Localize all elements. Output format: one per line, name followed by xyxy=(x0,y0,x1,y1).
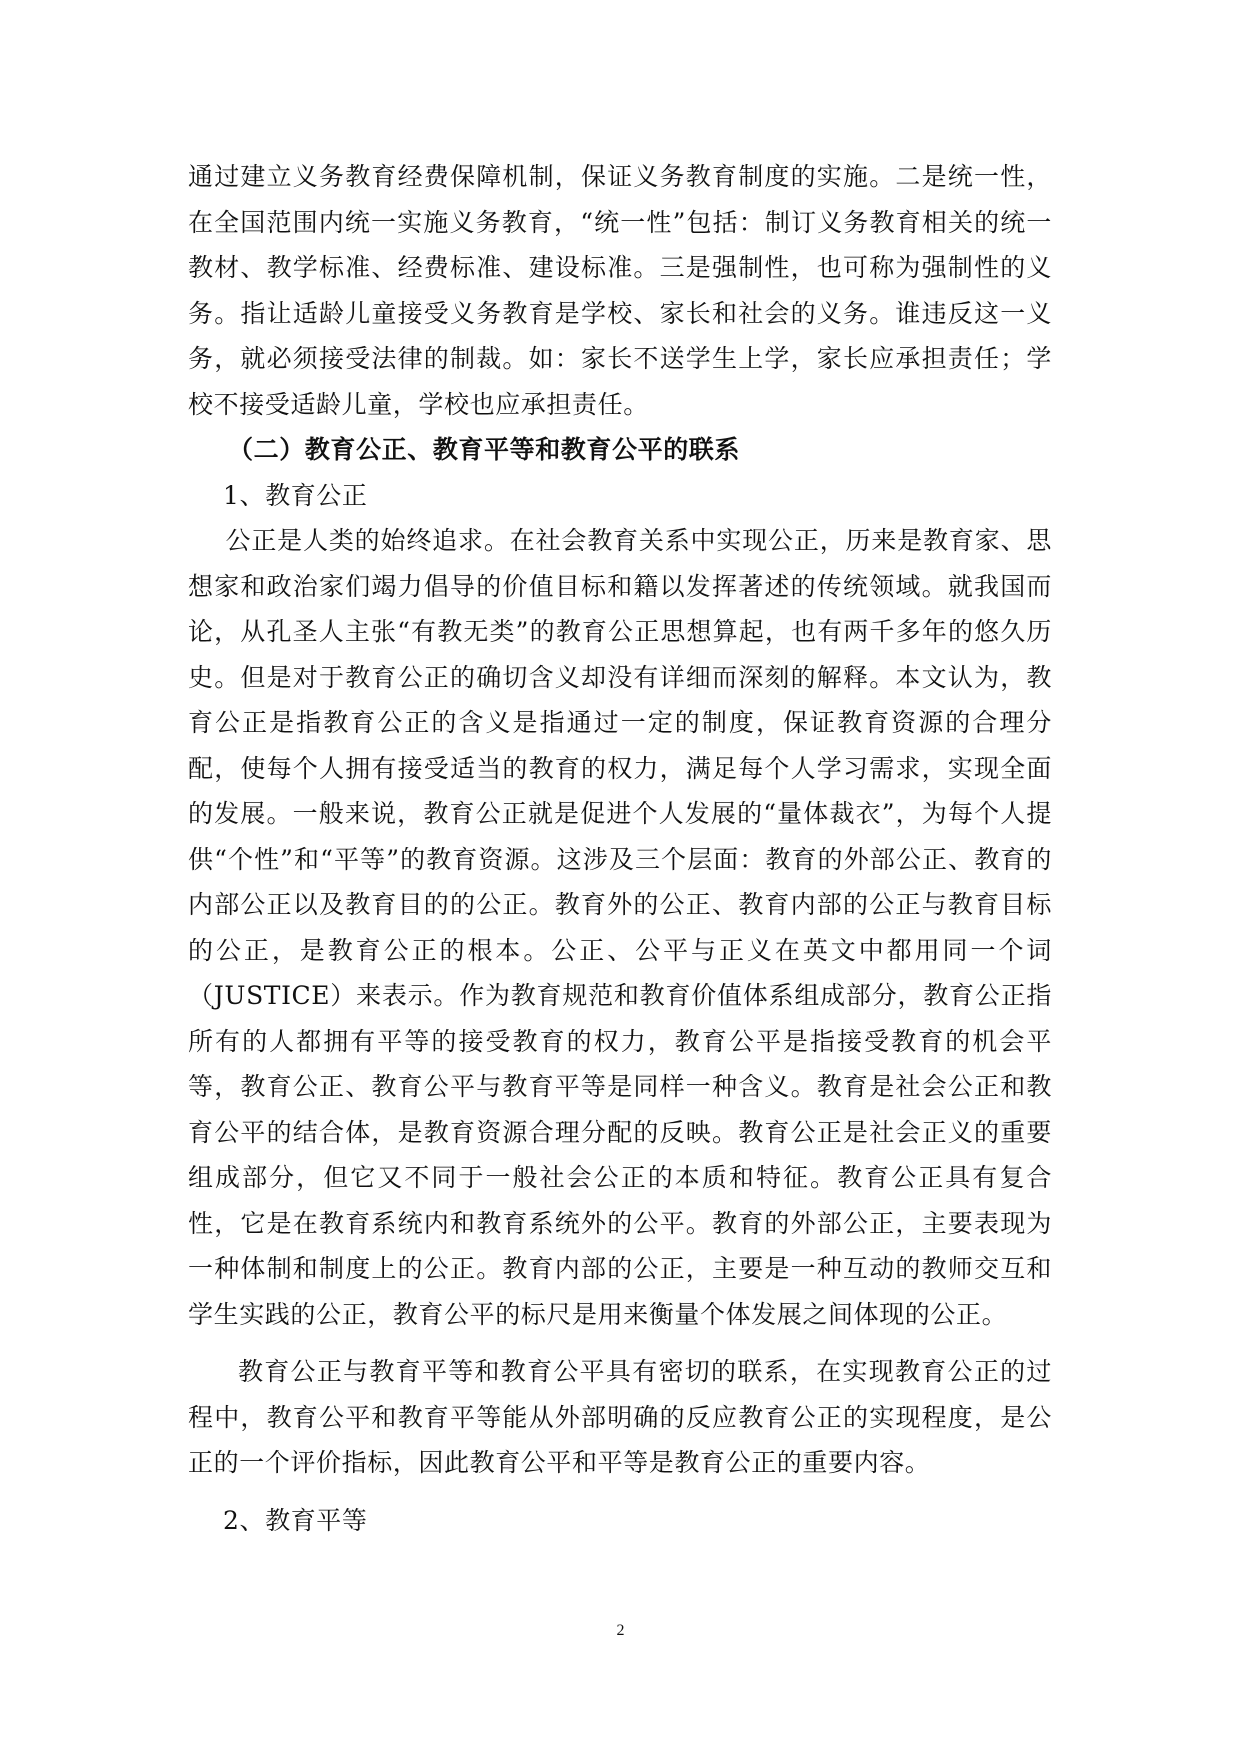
subheading-education-equality: 2、教育平等 xyxy=(223,1505,368,1535)
page-content xyxy=(188,154,1052,1543)
page-number: 2 xyxy=(616,1622,625,1639)
paragraph-continued: 通过建立义务教育经费保障机制，保证义务教育制度的实施。二是统一性，在全国范围内统一实施义务教育，“统一性”包括：制订义务教育相关的统一教材、教学标准、经费标准、建设标准。三是强制性，也可称为强制性的义务。指让适龄儿童接受义务教育是学校、家长和社会的义务。谁违反这一义务，就必须接受法律的制裁。如：家长不送学生上学，家长应承担责任；学校不接受适龄儿童，学校也应承担责任。 xyxy=(188,162,1052,419)
section-heading: （二）教育公正、教育平等和教育公平的联系 xyxy=(228,435,741,464)
subheading-education-justice: 1、教育公正 xyxy=(223,480,368,510)
paragraph-education-justice: 公正是人类的始终追求。在社会教育关系中实现公正，历来是教育家、思想家和政治家们竭力倡导的价值目标和籍以发挥著述的传统领域。就我国而论，从孔圣人主张“有教无类”的教育公正思想算起，也有两千多年的悠久历史。但是对于教育公正的确切含义却没有详细而深刻的解释。本文认为，教育公正是指教育公正的含义是指通过一定的制度，保证教育资源的合理分配，使每个人拥有接受适当的教育的权力，满足每个人学习需求，实现全面的发展。一般来说，教育公正就是促进个人发展的“量体裁衣”，为每个人提供“个性”和“平等”的教育资源。这涉及三个层面：教育的外部公正、教育的内部公正以及教育目的的公正。教育外的公正、教育内部的公正与教育目标的公正，是教育公正的根本。公正、公平与正义在英文中都用同一个词（JUSTICE）来表示。作为教育规范和教育价值体系组成部分，教育公正指所有的人都拥有平等的接受教育的权力，教育公平是指接受教育的机会平等，教育公正、教育公平与教育平等是同样一种含义。教育是社会公正和教育公平的结合体，是教育资源合理分配的反映。教育公正是社会正义的重要组成部分，但它又不同于一般社会公正的本质和特征。教育公正具有复合性，它是在教育系统内和教育系统外的公平。教育的外部公正，主要表现为一种体制和制度上的公正。教育内部的公正，主要是一种互动的教师交互和学生实践的公正，教育公平的标尺是用来衡量个体发展之间体现的公正。 xyxy=(188,526,1052,1329)
paragraph-gap xyxy=(188,1486,1052,1498)
paragraph-relation: 教育公正与教育平等和教育公平具有密切的联系，在实现教育公正的过程中，教育公平和教育平等能从外部明确的反应教育公正的实现程度，是公正的一个评价指标，因此教育公平和平等是教育公正的重要内容。 xyxy=(188,1357,1052,1477)
paragraph-gap xyxy=(188,1337,1052,1349)
